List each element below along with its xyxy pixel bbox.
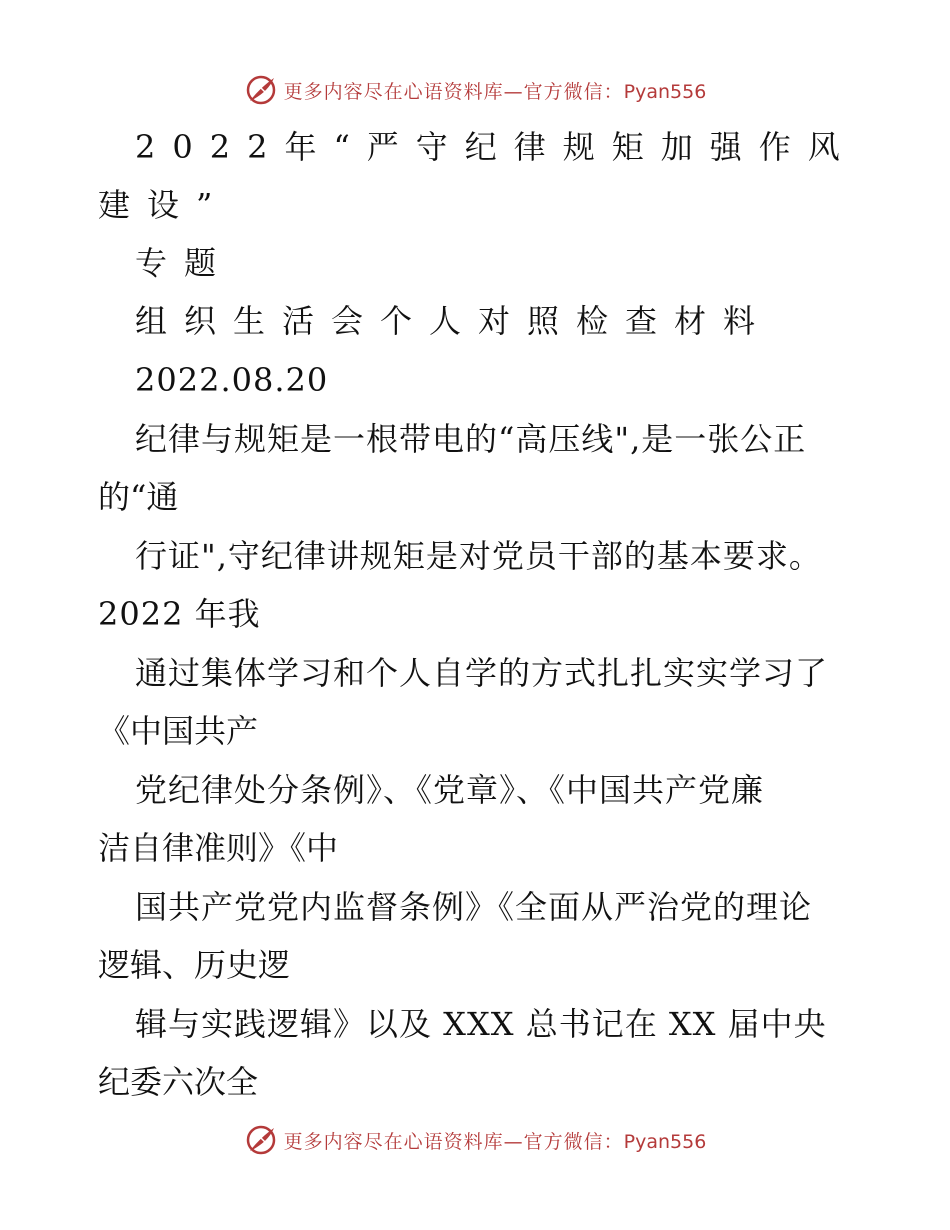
paragraph-line: 2022 年我 (98, 595, 261, 633)
banner-wechat-handle: Pyan556 (623, 1130, 707, 1153)
paragraph-line: 逻辑、历史逻 (98, 946, 291, 984)
paragraph-line: 行证",守纪律讲规矩是对党员干部的基本要求。 (135, 537, 822, 575)
doc-title-line-3: 专题 (135, 244, 234, 282)
paragraph-line: 纪律与规矩是一根带电的“高压线",是一张公正 (135, 420, 807, 458)
paragraph-line: 纪委六次全 (98, 1063, 259, 1101)
doc-date: 2022.08.20 (135, 361, 329, 399)
paragraph-line: 辑与实践逻辑》以及 XXX 总书记在 XX 届中央 (135, 1005, 827, 1043)
header-banner (0, 70, 950, 110)
banner-promo: 更多内容尽在心语资料库—官方微信： (283, 1130, 624, 1153)
banner-text (284, 1127, 707, 1154)
paragraph-line: 《中国共产 (98, 712, 259, 750)
red-feather-logo-icon (244, 1123, 278, 1157)
paragraph-line: 国共产党党内监督条例》《全面从严治党的理论 (135, 888, 813, 926)
doc-title-line-2: 建设” (98, 186, 230, 224)
banner-promo: 更多内容尽在心语资料库—官方微信： (283, 80, 624, 103)
paragraph-line: 洁自律准则》《中 (98, 829, 339, 867)
footer-banner (0, 1120, 950, 1160)
paragraph-line: 的“通 (98, 478, 179, 516)
banner-wechat-handle: Pyan556 (623, 80, 707, 103)
doc-title-line-4: 组织生活会个人对照检查材料 (135, 302, 773, 340)
doc-title-line-1: 2022年“严守纪律规矩加强作风 (135, 128, 857, 166)
paragraph-line: 党纪律处分条例》、《党章》、《中国共产党廉 (135, 771, 765, 809)
red-feather-logo-icon (244, 73, 278, 107)
paragraph-line: 通过集体学习和个人自学的方式扎扎实实学习了 (135, 654, 829, 692)
banner-text (284, 77, 707, 104)
